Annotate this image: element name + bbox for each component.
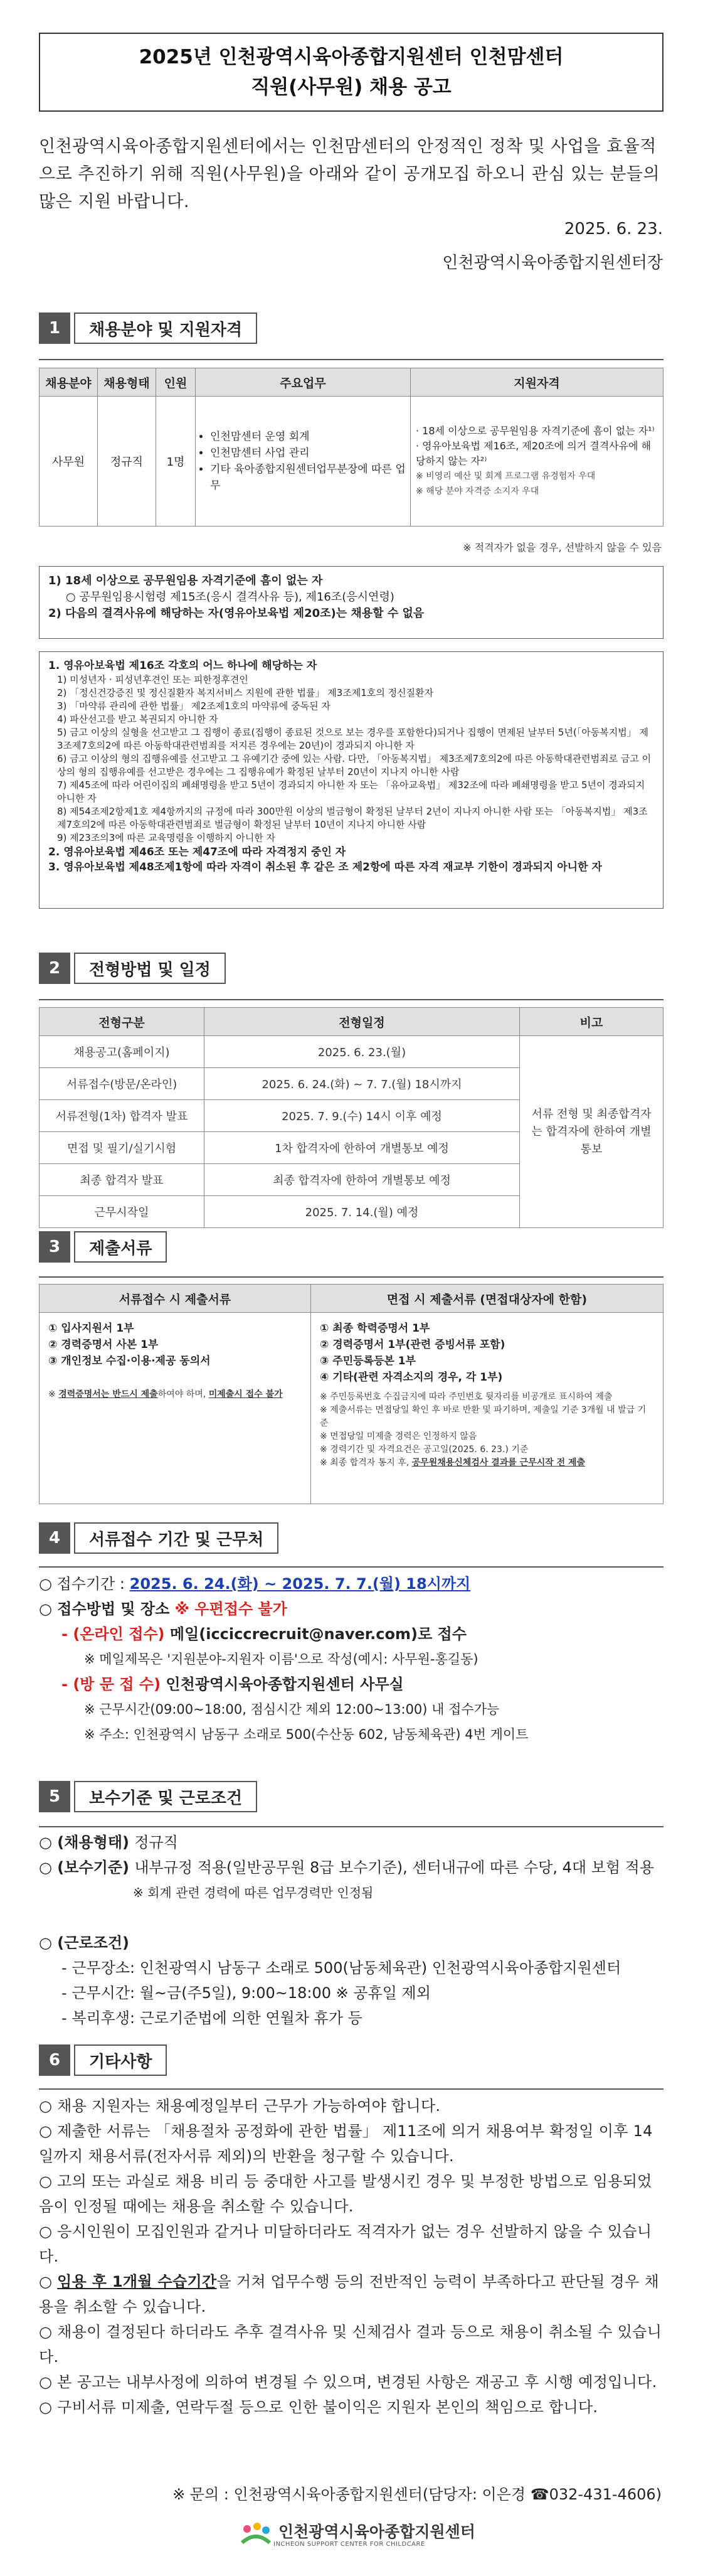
box-heading: 2. 영유아보육법 제46조 또는 제47조에 따라 자격정지 중인 자 <box>48 846 346 858</box>
pay-line: ○ (보수기준) 내부규정 적용(일반공무원 8급 보수기준), 센터내규에 따른 수당, 4대 보험 적용 <box>39 1859 655 1876</box>
section-3-header <box>39 1231 167 1263</box>
info-item-probation: ○ 임용 후 1개월 수습기간을 거쳐 업무수행 등의 전반적인 능력이 부족하다고 판단될 경우 채용을 취소할 수 있습니다. <box>39 2273 659 2316</box>
workplace-line: - 근무장소: 인천광역시 남동구 소래로 500(남동체육관) 인천광역시육아종합지원센터 <box>61 1959 621 1977</box>
doc-note: ※ 면접당일 미제출 경력은 인정하지 않음 <box>320 1431 477 1441</box>
box-line: 1) 18세 이상으로 공무원임용 자격기준에 흠이 없는 자 <box>48 574 323 587</box>
section-divider <box>39 999 663 1000</box>
section-5-header <box>39 1781 257 1812</box>
stage-cell: 채용공고(홈페이지) <box>40 1036 204 1068</box>
title-line2: 직원(사무원) 채용 공고 <box>251 76 452 99</box>
online-note: ※ 메일제목은 '지원분야-지원자 이름'으로 작성(예시: 사무원-홍길동) <box>84 1652 478 1667</box>
pref-note: ※ 해당 분야 자격증 소지자 우대 <box>416 486 539 496</box>
info-item: ○ 응시인원이 모집인원과 같거나 미달하더라도 적격자가 없는 경우 선발하지 않을 수 있습니다. <box>39 2223 652 2265</box>
doc-note: ※ 최종 합격자 통지 후, 공무원채용신체검사 결과를 근무시작 전 제출 <box>320 1458 586 1468</box>
col-header: 면접 시 제출서류 (면접대상자에 한함) <box>311 1285 663 1313</box>
doc-item: ① 최종 학력증명서 1부 <box>320 1322 430 1335</box>
duty-item: • 기타 육아종합지원센터업무분장에 따른 업무 <box>210 461 410 494</box>
table-row <box>40 1036 663 1068</box>
other-info <box>39 2093 663 2420</box>
visit-line: - (방 문 접 수) 인천광역시육아종합지원센터 사무실 <box>61 1675 404 1693</box>
section-number: 4 <box>39 1522 70 1554</box>
info-item: ○ 채용이 결정된다 하더라도 추후 결격사유 및 신체검사 결과 등으로 채용이 취소될 수 있습니다. <box>39 2323 662 2366</box>
col-header: 전형구분 <box>40 1008 204 1036</box>
title-line1: 2025년 인천광역시육아종합지원센터 인천맘센터 <box>139 46 564 68</box>
req-item: · 18세 이상으로 공무원임용 자격기준에 흠이 없는 자¹⁾ <box>416 425 655 437</box>
section-number: 2 <box>39 953 70 984</box>
online-line: - (온라인 접수) 메일(icciccrecruit@naver.com)로 접수 <box>61 1625 467 1643</box>
documents-table <box>39 1284 663 1504</box>
box-line: ○ 공무원임용시험령 제15조(응시 결격사유 등), 제16조(응시연령) <box>66 591 394 604</box>
col-header: 인원 <box>156 368 196 397</box>
logo-subtitle: INCHEON SUPPORT CENTER FOR CHILDCARE <box>273 2540 425 2548</box>
doc-note: ※ 경력기간 및 자격요건은 공고일(2025. 6. 23.) 기준 <box>320 1445 529 1455</box>
cell-requirements <box>411 397 663 526</box>
section-2-header <box>39 953 226 984</box>
hours-line: - 근무시간: 월~금(주5일), 9:00~18:00 ※ 공휴일 제외 <box>61 1984 431 2002</box>
req-item: · 영유아보육법 제16조, 제20조에 의거 결격사유에 해당하지 않는 자²⁾ <box>416 440 652 467</box>
doc-item: ② 경력증명서 1부(관련 증빙서류 포함) <box>320 1339 505 1351</box>
box-line: 5) 금고 이상의 실형을 선고받고 그 집행이 종료(집행이 종료된 것으로 보는 경우를 포함한다)되거나 집행이 면제된 날부터 5년(「아동복지법」 제3조제7호의2에 따른 아동학대관련범죄를 저지른 경우에는 20년)이 경과되지 아니한 자 <box>57 727 649 751</box>
issuer-org: 인천광역시육아종합지원센터장 <box>442 254 663 272</box>
section-title: 전형방법 및 일정 <box>74 953 226 984</box>
cell-duties <box>196 397 411 526</box>
table-note: ※ 적격자가 없을 경우, 선발하지 않을 수 있음 <box>463 542 662 553</box>
section-title: 제출서류 <box>74 1231 167 1263</box>
qualification-box <box>39 566 663 639</box>
section-number: 5 <box>39 1781 70 1812</box>
doc-item: ④ 기타(관련 자격소지의 경우, 각 1부) <box>320 1371 503 1384</box>
duty-item: • 인천맘센터 운영 회계 <box>210 429 410 445</box>
duty-item: • 인천맘센터 사업 관리 <box>210 445 410 461</box>
section-divider <box>39 1566 663 1568</box>
application-info <box>39 1571 663 1747</box>
stage-cell: 최종 합격자 발표 <box>40 1164 204 1196</box>
schedule-table <box>39 1007 663 1228</box>
section-divider <box>39 359 663 360</box>
contact-info: ※ 문의 : 인천광역시육아종합지원센터(담당자: 이은경 ☎032-431-4606) <box>172 2486 662 2503</box>
conditions-heading: ○ (근로조건) <box>39 1934 129 1952</box>
employ-type-line: ○ (채용형태) 정규직 <box>39 1834 178 1851</box>
section-title: 서류접수 기간 및 근무처 <box>74 1522 278 1554</box>
benefits-line: - 복리후생: 근로기준법에 의한 연월차 휴가 등 <box>61 2009 362 2027</box>
col-header: 비고 <box>520 1008 663 1036</box>
period-line: ○ 접수기간 : 2025. 6. 24.(화) ~ 2025. 7. 7.(월) 18시까지 <box>39 1575 471 1593</box>
box-line: 1) 미성년자 · 피성년후견인 또는 피한정후견인 <box>57 674 248 685</box>
date-cell: 2025. 7. 14.(월) 예정 <box>204 1196 520 1228</box>
doc-note: ※ 경력증명서는 반드시 제출하여야 하며, 미제출시 접수 불가 <box>48 1389 283 1399</box>
org-logo <box>238 2521 475 2549</box>
info-item: ○ 구비서류 미제출, 연락두절 등으로 인한 불이익은 지원자 본인의 책임으로 합니다. <box>39 2398 598 2416</box>
section-title: 기타사항 <box>74 2044 167 2076</box>
col-header: 채용분야 <box>40 368 98 397</box>
logo-name: 인천광역시육아종합지원센터 <box>278 2522 475 2541</box>
disqualification-box <box>39 651 663 909</box>
date-cell: 최종 합격자에 한하여 개별통보 예정 <box>204 1164 520 1196</box>
box-line: 2) 다음의 결격사유에 해당하는 자(영유아보육법 제20조)는 채용할 수 없음 <box>48 607 425 620</box>
box-line: 8) 제54조제2항제1호 제4항까지의 규정에 따라 300만원 이상의 벌금형이 확정된 날부터 2년이 지나지 아니한 사람 또는 「아동복지법」 제3조제7호의2에 따른 아동학대관련범죄로 벌금형이 확정된 날부터 10년이 지나지 아니한 사람 <box>57 806 648 830</box>
address-note: ※ 주소: 인천광역시 남동구 소래로 500(수산동 602, 남동체육관) 4번 게이트 <box>84 1727 529 1742</box>
col-header: 전형일정 <box>204 1008 520 1036</box>
col-header: 채용형태 <box>98 368 156 397</box>
stage-cell: 서류접수(방문/온라인) <box>40 1068 204 1100</box>
section-1-header <box>39 313 257 344</box>
date-cell: 2025. 6. 23.(월) <box>204 1036 520 1068</box>
pay-conditions <box>39 1830 663 2031</box>
doc-note: ※ 제출서류는 면접당일 확인 후 바로 반환 및 파기하며, 제출일 기준 3개월 내 발급 기준 <box>320 1405 647 1428</box>
box-line: 2) 「정신건강증진 및 정신질환자 복지서비스 지원에 관한 법률」 제3조제1호의 정신질환자 <box>57 687 434 698</box>
section-divider <box>39 1826 663 1827</box>
method-line: ○ 접수방법 및 장소 ※ 우편접수 불가 <box>39 1600 287 1618</box>
doc-item: ③ 주민등록등본 1부 <box>320 1355 416 1367</box>
doc-item: ③ 개인정보 수집·이용·제공 동의서 <box>48 1355 211 1367</box>
section-number: 6 <box>39 2044 70 2076</box>
stage-cell: 근무시작일 <box>40 1196 204 1228</box>
col-header: 서류접수 시 제출서류 <box>40 1285 311 1313</box>
section-title: 채용분야 및 지원자격 <box>74 313 257 344</box>
section-number: 3 <box>39 1231 70 1263</box>
section-divider <box>39 1276 663 1278</box>
col-header: 지원자격 <box>411 368 663 397</box>
box-heading: 1. 영유아보육법 제16조 각호의 어느 하나에 해당하는 자 <box>48 660 317 672</box>
box-line: 3) 「마약류 관리에 관한 법률」 제2조제1호의 마약류에 중독된 자 <box>57 700 330 712</box>
recruit-table <box>39 368 663 526</box>
box-line: 4) 파산선고를 받고 복권되지 아니한 자 <box>57 713 218 725</box>
cell-interview-docs <box>311 1313 663 1504</box>
box-heading: 3. 영유아보육법 제48조제1항에 따라 자격이 취소된 후 같은 조 제2항에 따른 자격 재교부 기한이 경과되지 아니한 자 <box>48 861 602 874</box>
doc-note: ※ 주민등록번호 수집금지에 따라 주민번호 뒷자리를 비공개로 표시하여 제출 <box>320 1392 613 1402</box>
doc-item: ② 경력증명서 사본 1부 <box>48 1339 159 1351</box>
table-row <box>40 1313 663 1504</box>
box-line: 7) 제45조에 따라 어린이집의 폐쇄명령을 받고 5년이 경과되지 아니한 자 또는 「유아교육법」 제32조에 따라 폐쇄명령을 받고 5년이 경과되지 아니한 자 <box>57 779 645 804</box>
cell-application-docs <box>40 1313 311 1504</box>
box-line: 9) 제23조의3에 따른 교육명령을 이행하지 아니한 자 <box>57 832 275 843</box>
cell-count: 1명 <box>156 397 196 526</box>
section-4-header <box>39 1522 278 1554</box>
section-divider <box>39 2088 663 2090</box>
col-header: 주요업무 <box>196 368 411 397</box>
stage-cell: 서류전형(1차) 합격자 발표 <box>40 1100 204 1132</box>
info-item: ○ 본 공고는 내부사정에 의하여 변경될 수 있으며, 변경된 사항은 재공고 후 시행 예정입니다. <box>39 2373 657 2391</box>
cell-field: 사무원 <box>40 397 98 526</box>
pref-note: ※ 비영리 예산 및 회계 프로그램 유경험자 우대 <box>416 471 596 481</box>
section-number: 1 <box>39 313 70 344</box>
stage-cell: 면접 및 필기/실기시험 <box>40 1132 204 1164</box>
date-cell: 2025. 6. 24.(화) ~ 7. 7.(월) 18시까지 <box>204 1068 520 1100</box>
remark-cell: 서류 전형 및 최종합격자는 합격자에 한하여 개별통보 <box>520 1036 663 1228</box>
visit-note: ※ 근무시간(09:00~18:00, 점심시간 제외 12:00~13:00) 내 접수가능 <box>84 1702 500 1717</box>
table-row <box>40 397 663 526</box>
doc-item: ① 입사지원서 1부 <box>48 1322 134 1335</box>
intro-text: 인천광역시육아종합지원센터에서는 인천맘센터의 안정적인 정착 및 사업을 효율적으로 추진하기 위해 직원(사무원)을 아래와 같이 공개모집 하오니 관심 있는 분들의 많은 지원 바랍니다. <box>39 137 660 211</box>
info-item: ○ 제출한 서류는 「채용절차 공정화에 관한 법률」 제11조에 의거 채용여부 확정일 이후 14일까지 채용서류(전자서류 제외)의 반환을 청구할 수 있습니다. <box>39 2122 653 2165</box>
section-6-header <box>39 2044 167 2076</box>
date-cell: 1차 합격자에 한하여 개별통보 예정 <box>204 1132 520 1164</box>
info-item: ○ 채용 지원자는 채용예정일부터 근무가 가능하여야 합니다. <box>39 2097 441 2115</box>
cell-type: 정규직 <box>98 397 156 526</box>
date-cell: 2025. 7. 9.(수) 14시 이후 예정 <box>204 1100 520 1132</box>
notice-date: 2025. 6. 23. <box>564 220 663 238</box>
section-title: 보수기준 및 근로조건 <box>74 1781 257 1812</box>
title-box <box>39 33 663 112</box>
logo-mark-icon <box>238 2521 273 2549</box>
box-line: 6) 금고 이상의 형의 집행유예를 선고받고 그 유예기간 중에 있는 사람. 다만, 「아동복지법」 제3조제7호의2에 따른 아동학대관련범죄로 금고 이상의 형의 집행유예를 선고받은 경우에는 그 집행유예가 확정된 날부터 20년이 지나지 아니한 사람 <box>57 753 652 778</box>
info-item: ○ 고의 또는 과실로 채용 비리 등 중대한 사고를 발생시킨 경우 및 부정한 방법으로 임용되었음이 인정될 때에는 채용을 취소할 수 있습니다. <box>39 2172 652 2215</box>
pay-note: ※ 회계 관련 경력에 따른 업무경력만 인정됨 <box>133 1885 374 1900</box>
